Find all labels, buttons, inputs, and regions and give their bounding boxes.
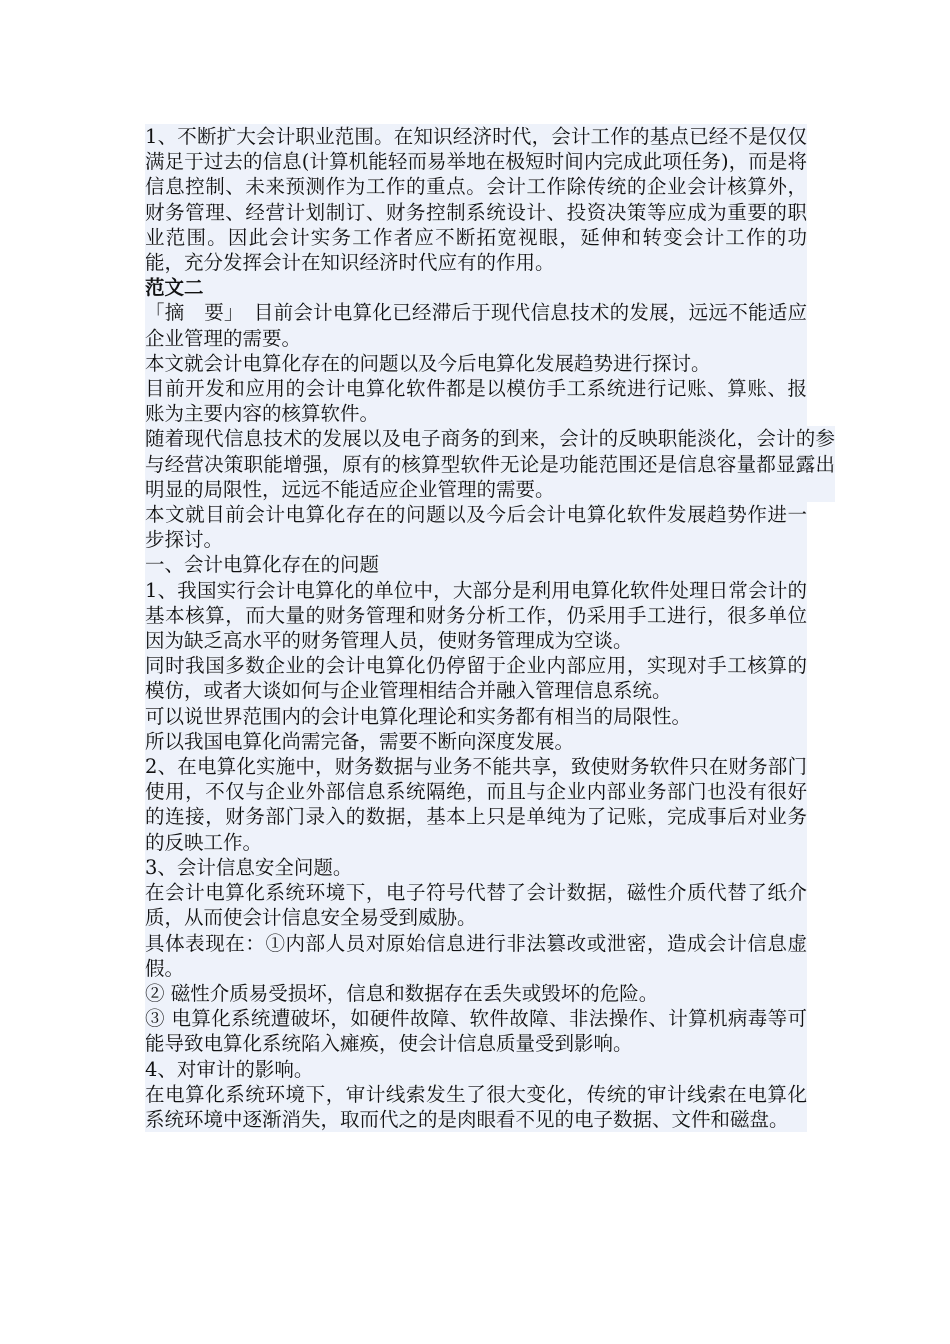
abstract-paragraph: 「摘 要」 目前会计电算化已经滞后于现代信息技术的发展，远远不能适应企业管理的需要。 [145,301,807,350]
subsection-heading: 一、会计电算化存在的问题 [145,552,807,577]
paragraph: 可以说世界范围内的会计电算化理论和实务都有相当的局限性。 [145,704,807,729]
paragraph: 具体表现在：①内部人员对原始信息进行非法篡改或泄密，造成会计信息虚假。 [145,931,807,980]
paragraph: 2、在电算化实施中，财务数据与业务不能共享，致使财务软件只在财务部门使用，不仅与企业外部信息系统隔绝，而且与企业内部业务部门也没有很好的连接，财务部门录入的数据，基本上只是单纯为了记账，完成事后对业务的反映工作。 [145,755,807,854]
document-body [145,124,835,1132]
paragraph: 1、不断扩大会计职业范围。在知识经济时代，会计工作的基点已经不是仅仅满足于过去的信息(计算机能轻而易举地在极短时间内完成此项任务)，而是将信息控制、未来预测作为工作的重点。会计工作除传统的企业会计核算外，财务管理、经营计划制订、财务控制系统设计、投资决策等应成为重要的职业范围。因此会计实务工作者应不断拓宽视眼，延伸和转变会计工作的功能，充分发挥会计在知识经济时代应有的作用。 [145,125,807,275]
paragraph: ② 磁性介质易受损坏，信息和数据存在丢失或毁坏的危险。 [145,981,807,1006]
paragraph: 在会计电算化系统环境下，电子符号代替了会计数据，磁性介质代替了纸介质，从而使会计信息安全易受到威胁。 [145,881,807,930]
paragraph: 目前开发和应用的会计电算化软件都是以模仿手工系统进行记账、算账、报账为主要内容的核算软件。 [145,377,807,426]
paragraph: 4、对审计的影响。 [145,1057,807,1082]
paragraph: 本文就会计电算化存在的问题以及今后电算化发展趋势进行探讨。 [145,351,807,376]
paragraph: 所以我国电算化尚需完备，需要不断向深度发展。 [145,729,807,754]
paragraph: 3、会计信息安全问题。 [145,855,807,880]
paragraph: 1、我国实行会计电算化的单位中，大部分是利用电算化软件处理日常会计的基本核算，而大量的财务管理和财务分析工作，仍采用手工进行，很多单位因为缺乏高水平的财务管理人员，使财务管理成为空谈。 [145,578,807,653]
paragraph: 同时我国多数企业的会计电算化仍停留于企业内部应用，实现对手工核算的模仿，或者大谈如何与企业管理相结合并融入管理信息系统。 [145,654,807,703]
paragraph: 随着现代信息技术的发展以及电子商务的到来，会计的反映职能淡化，会计的参与经营决策职能增强，原有的核算型软件无论是功能范围还是信息容量都显露出明显的局限性，远远不能适应企业管理的需要。 [145,427,835,501]
paragraph: 本文就目前会计电算化存在的问题以及今后会计电算化软件发展趋势作进一步探讨。 [145,503,807,552]
paragraph: ③ 电算化系统遭破坏，如硬件故障、软件故障、非法操作、计算机病毒等可能导致电算化系统陷入瘫痪，使会计信息质量受到影响。 [145,1007,807,1056]
section-heading: 范文二 [145,275,807,300]
paragraph: 在电算化系统环境下，审计线索发生了很大变化，传统的审计线索在电算化系统环境中逐渐消失，取而代之的是肉眼看不见的电子数据、文件和磁盘。 [145,1082,807,1131]
